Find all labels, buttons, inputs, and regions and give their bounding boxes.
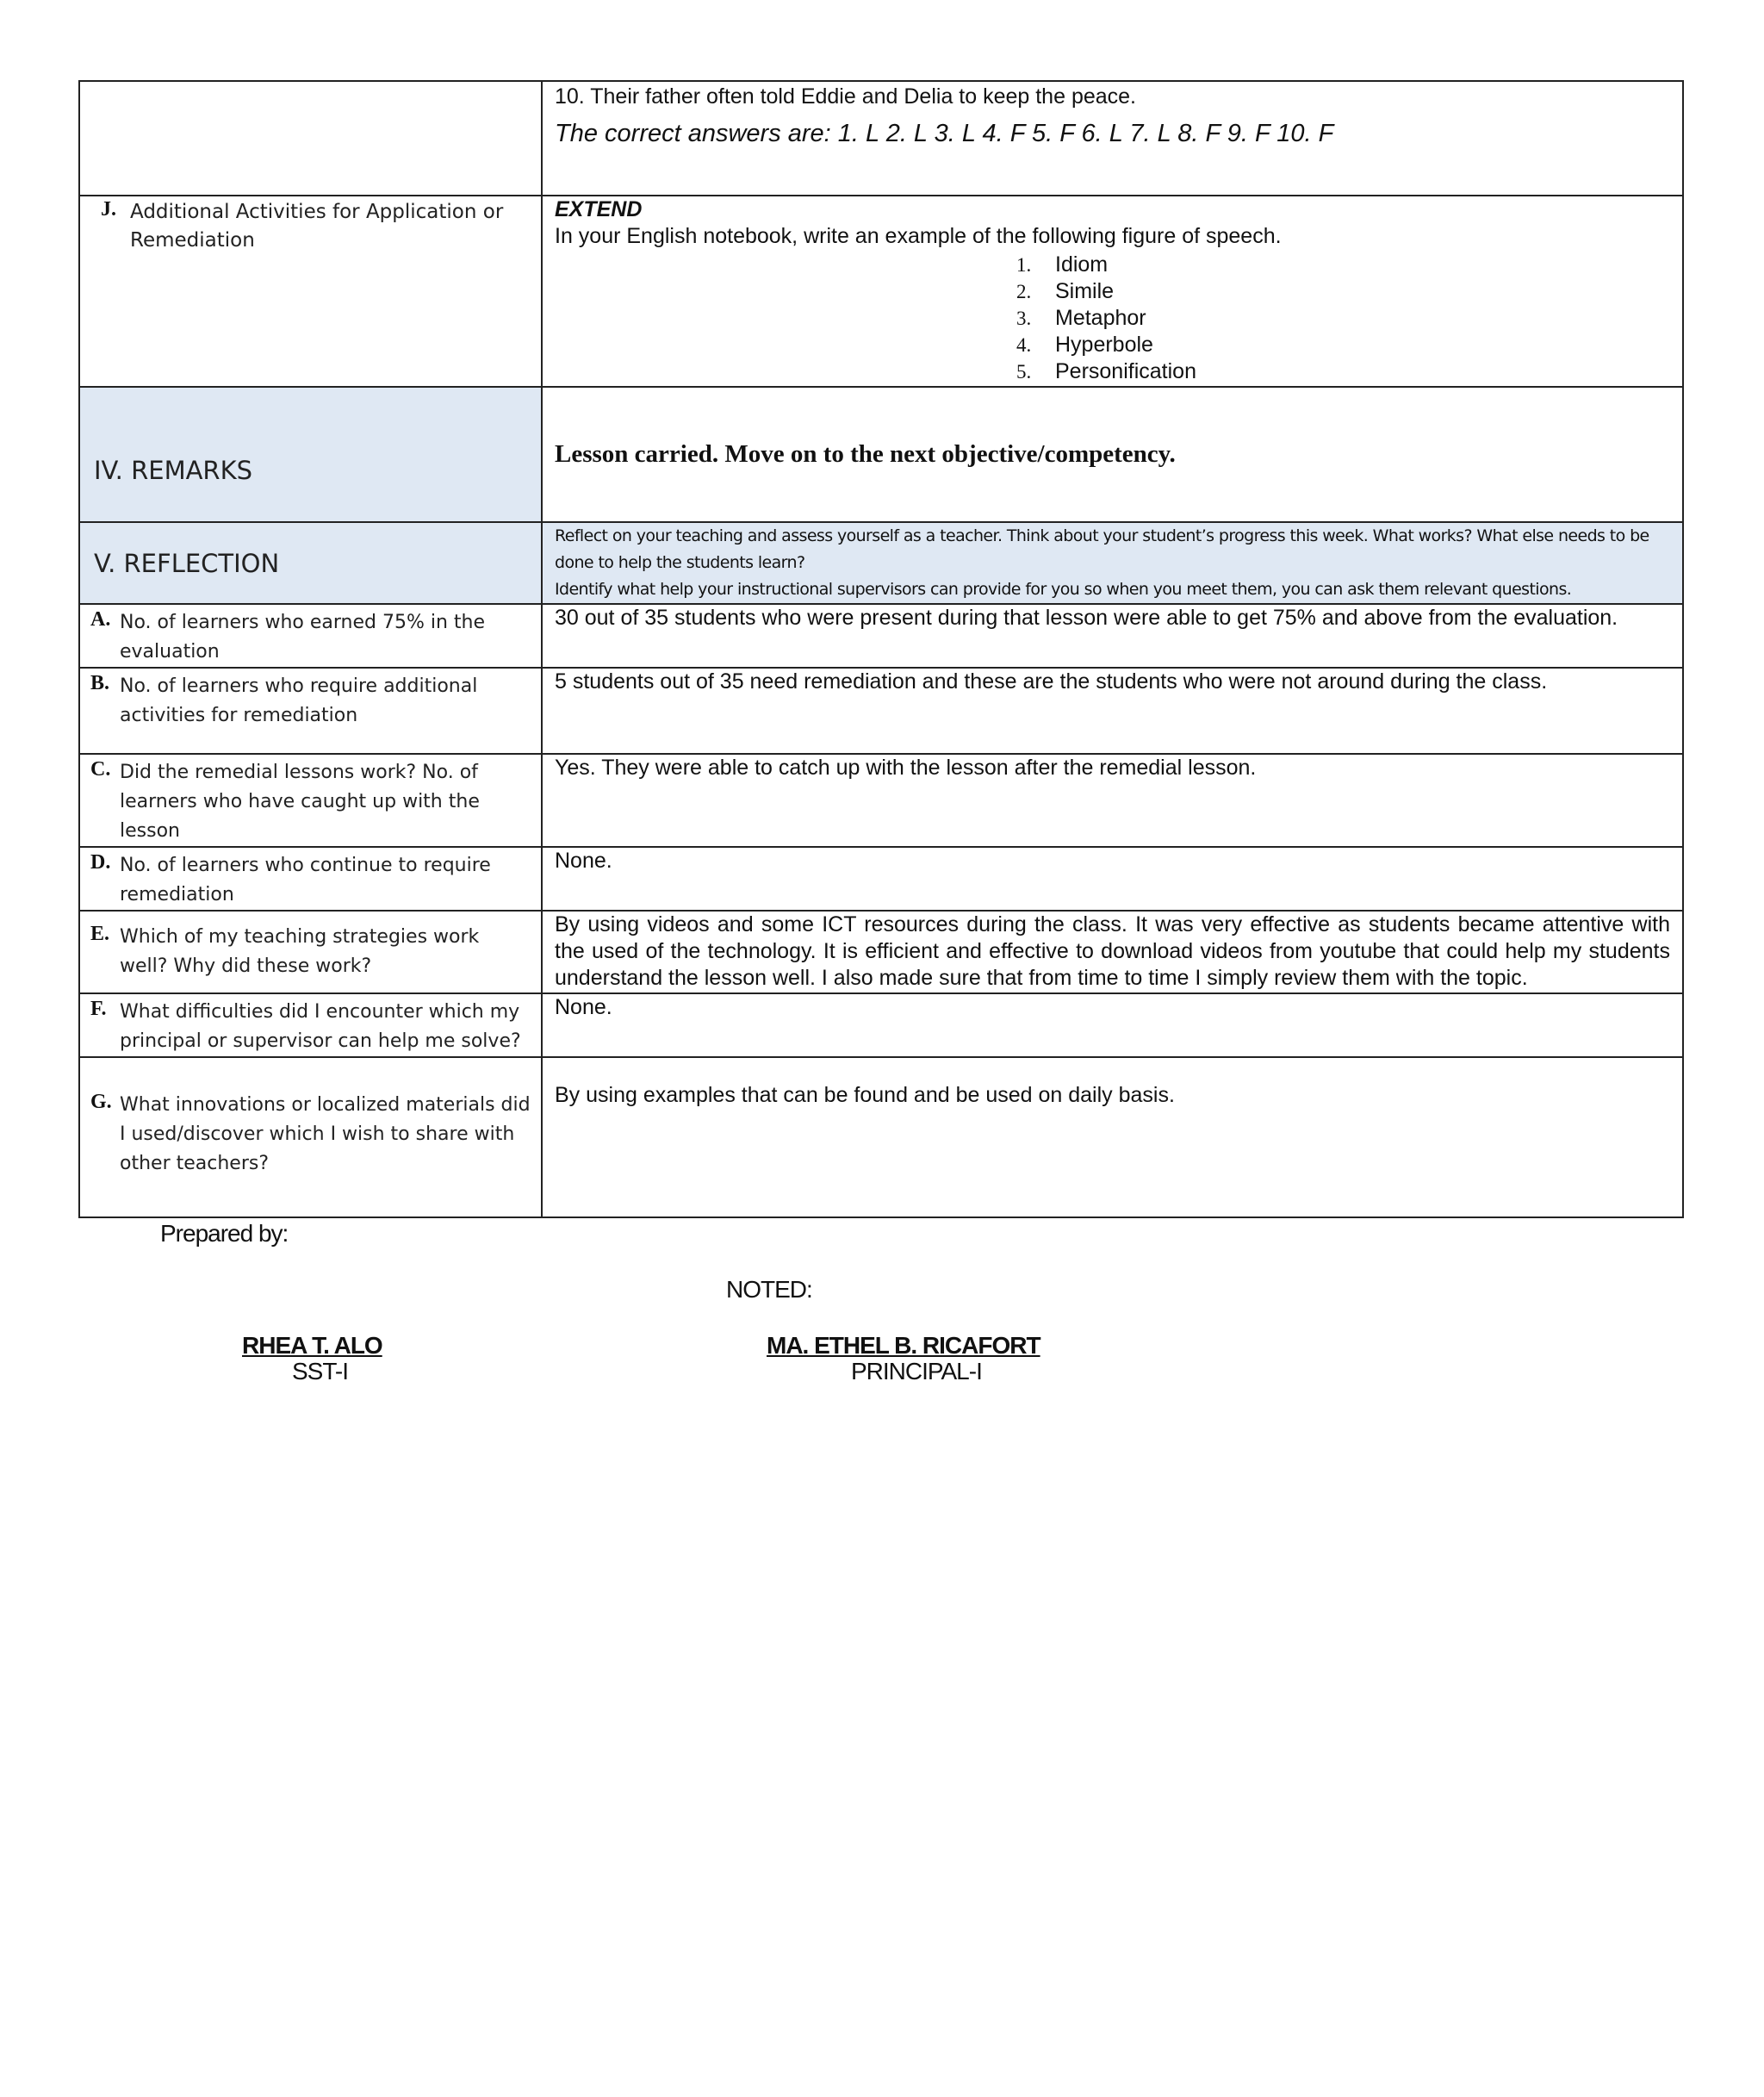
table-row: [79, 1057, 1683, 1217]
item-letter: G.: [90, 1091, 112, 1113]
table-row: [79, 604, 1683, 668]
question-text: No. of learners who earned 75% in the evaluation: [120, 612, 486, 663]
question-cell: [79, 754, 542, 847]
list-item: 4. Hyperbole: [1016, 333, 1153, 357]
question-text: What innovations or localized materials did I used/discover which I wish to share with other teachers?: [120, 1094, 531, 1174]
reflection-label-cell: [79, 522, 542, 604]
answers-cell: [542, 81, 1683, 196]
answer-text: By using videos and some ICT resources during the class. It was very effective as students became attentive with the used of the technology. It is efficient and effective to download videos from youtube that could help my students understand the lesson well. I also made sure that from time to time I simply review them with the topic.: [555, 912, 1670, 990]
extend-instruction: In your English notebook, write an example of the following figure of speech.: [555, 224, 1282, 248]
list-item: 2. Simile: [1016, 279, 1115, 303]
question-text: No. of learners who require additional activities for remediation: [120, 675, 478, 726]
noted-label: NOTED:: [726, 1276, 812, 1303]
question-cell: [79, 1057, 542, 1217]
item-letter: J.: [101, 198, 116, 221]
list-item: 5. Personification: [1016, 359, 1196, 383]
question-cell: [79, 668, 542, 754]
reflection-prompt-cell: [542, 522, 1683, 604]
item-letter: A.: [90, 608, 111, 631]
question-text: Which of my teaching strategies work well? Why did these work?: [120, 926, 480, 977]
remarks-label-cell: [79, 387, 542, 522]
question-text: What difficulties did I encounter which my principal or supervisor can help me solve?: [120, 1001, 521, 1052]
empty-cell: [79, 81, 542, 196]
answer-text: By using examples that can be found and be used on daily basis.: [555, 1083, 1175, 1107]
question-text: No. of learners who continue to require remediation: [120, 855, 491, 905]
extend-heading: EXTEND: [555, 197, 643, 221]
table-row: [79, 754, 1683, 847]
answer-cell: [542, 993, 1683, 1057]
figure-of-speech-list: [543, 252, 1682, 385]
item-10-text: 10. Their father often told Eddie and Delia to keep the peace.: [555, 84, 1136, 109]
answer-cell: [542, 847, 1683, 911]
question-cell: [79, 993, 542, 1057]
question-text: Did the remedial lessons work? No. of learners who have caught up with the lesson: [120, 762, 480, 842]
answer-text: 30 out of 35 students who were present during that lesson were able to get 75% and above from the evaluation.: [555, 606, 1618, 630]
reflection-heading: V. REFLECTION: [94, 548, 280, 578]
section-j-label-cell: [79, 196, 542, 387]
principal-name: MA. ETHEL B. RICAFORT: [767, 1332, 1040, 1359]
list-item: 3. Metaphor: [1016, 306, 1146, 330]
question-cell: [79, 847, 542, 911]
table-row: [79, 81, 1683, 196]
answer-text: 5 students out of 35 need remediation and these are the students who were not around during the class.: [555, 669, 1548, 694]
teacher-name: RHEA T. ALO: [242, 1332, 382, 1359]
answer-text: None.: [555, 995, 612, 1019]
section-j-label: Additional Activities for Application or Remediation: [130, 201, 504, 252]
answer-cell: [542, 754, 1683, 847]
lesson-plan-table: [78, 80, 1684, 1218]
question-cell: [79, 911, 542, 993]
correct-answers: The correct answers are: 1. L 2. L 3. L 4. F 5. F 6. L 7. L 8. F 9. F 10. F: [555, 120, 1334, 147]
remarks-text: Lesson carried. Move on to the next objective/competency.: [555, 440, 1176, 468]
table-row: [79, 387, 1683, 522]
remarks-content-cell: [542, 387, 1683, 522]
answer-cell: [542, 911, 1683, 993]
table-row: [79, 522, 1683, 604]
table-row: [79, 196, 1683, 387]
remarks-heading: IV. REMARKS: [94, 456, 252, 485]
item-letter: D.: [90, 851, 111, 874]
teacher-title: SST-I: [292, 1358, 349, 1385]
table-row: [79, 911, 1683, 993]
item-letter: B.: [90, 672, 110, 694]
reflection-prompt-1: Reflect on your teaching and assess yourself as a teacher. Think about your student’s progress this week. What works? What else needs to be done to help the students learn?: [555, 526, 1649, 572]
answer-text: None.: [555, 849, 612, 873]
answer-text: Yes. They were able to catch up with the lesson after the remedial lesson.: [555, 756, 1257, 780]
answer-cell: [542, 1057, 1683, 1217]
table-row: [79, 847, 1683, 911]
item-letter: E.: [90, 923, 110, 945]
prepared-by-label: Prepared by:: [160, 1220, 289, 1247]
table-row: [79, 993, 1683, 1057]
question-cell: [79, 604, 542, 668]
section-j-content-cell: [542, 196, 1683, 387]
reflection-prompt-2: Identify what help your instructional supervisors can provide for you so when you meet them, you can ask them relevant questions.: [555, 580, 1572, 599]
answer-cell: [542, 604, 1683, 668]
principal-title: PRINCIPAL-I: [851, 1358, 982, 1385]
item-letter: F.: [90, 998, 107, 1020]
table-row: [79, 668, 1683, 754]
item-letter: C.: [90, 758, 111, 781]
answer-cell: [542, 668, 1683, 754]
list-item: 1. Idiom: [1016, 252, 1109, 277]
